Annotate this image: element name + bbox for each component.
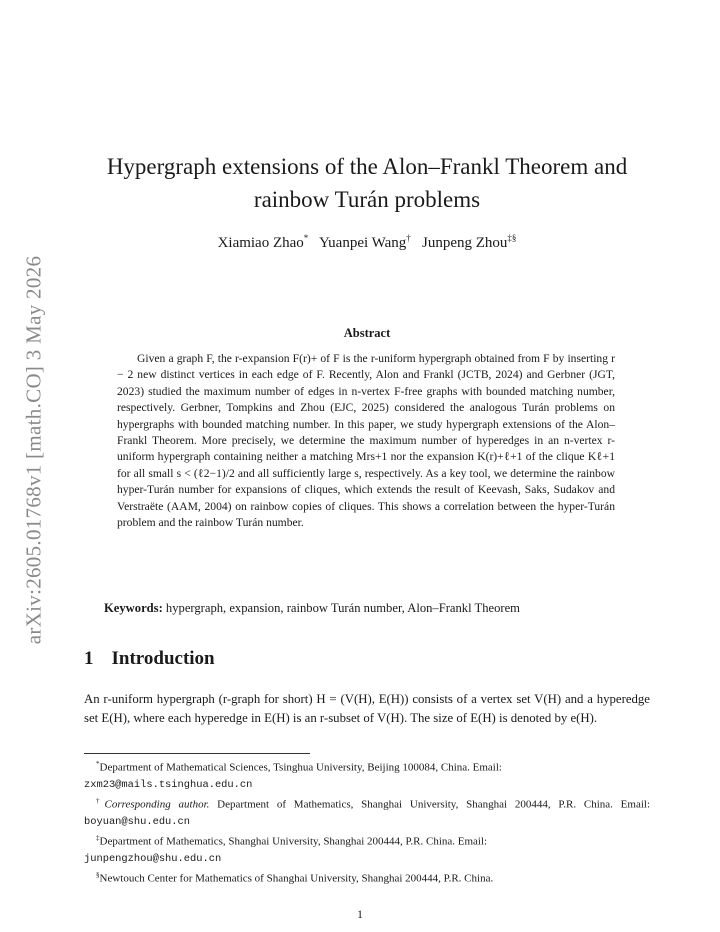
footnote-4 — [84, 867, 650, 887]
author-3: Junpeng Zhou — [422, 235, 508, 251]
author-list — [84, 233, 650, 252]
footnote-3-email[interactable]: junpengzhou@shu.edu.cn — [84, 852, 222, 865]
arxiv-sidebar — [14, 240, 54, 660]
footnote-3-mark: ‡ — [96, 834, 100, 843]
abstract-body: Given a graph F, the r-expansion F(r)+ of F is the r-uniform hypergraph obtained from F by inserting r − 2 new distinct vertices in each edge of F. Recently, Alon and Frankl (JCTB, 2024) and Gerbner (JGT, 2023) studied the maximum number of edges in n-vertex F-free graphs with bounded matching number, respectively. Gerbner, Tompkins and Zhou (EJC, 2025) considered the analogous Turán problems on hypergraphs with bounded matching number. In this paper, we study hypergraph extensions of the Alon–Frankl Theorem. More precisely, we determine the maximum number of hyperedges in an n-vertex r-uniform hypergraph containing neither a matching Mrs+1 nor the expansion K(r)+ℓ+1 of the clique Kℓ+1 for all small s < (ℓ2−1)/2 and all sufficiently large s, respectively. As a key tool, we determine the rainbow hyper-Turán number for expansions of cliques, which extends the result of Keevash, Saks, Sudakov and Verstraëte (AAM, 2004) on rainbow copies of cliques. This shows a correlation between the hyper-Turán problem and the rainbow Turán number. — [117, 352, 615, 530]
section-heading — [84, 648, 215, 670]
footnotes — [84, 756, 650, 887]
section-number: 1 — [84, 648, 94, 669]
section-title: Introduction — [111, 648, 215, 669]
author-2-mark: † — [406, 233, 411, 243]
title-line-2: rainbow Turán problems — [253, 187, 481, 212]
author-1-mark: * — [303, 233, 309, 243]
paper-title — [84, 150, 650, 216]
title-line-1: Hypergraph extensions of the Alon–Frankl Theorem and — [106, 154, 628, 179]
page-number: 1 — [357, 907, 363, 921]
author-2: Yuanpei Wang — [319, 235, 407, 251]
footnote-1-mark: * — [96, 760, 100, 768]
keywords-text: hypergraph, expansion, rainbow Turán number, Alon–Frankl Theorem — [165, 601, 520, 615]
footnote-2 — [84, 793, 650, 830]
footnote-1-email[interactable]: zxm23@mails.tsinghua.edu.cn — [84, 778, 253, 791]
footnote-4-text: Newtouch Center for Mathematics of Shanghai University, Shanghai 200444, P.R. China. — [99, 872, 494, 885]
footnote-4-mark: § — [96, 871, 100, 880]
intro-paragraph: An r-uniform hypergraph (r-graph for short) H = (V(H), E(H)) consists of a vertex set V(H) and a hyperedge set E(H), where each hyperedge in E(H) is an r-subset of V(H). The size of E(H) is denoted by e(H). — [84, 692, 650, 725]
footnote-1 — [84, 756, 650, 793]
keywords-label: Keywords: — [104, 601, 163, 615]
abstract-heading: Abstract — [343, 326, 391, 340]
arxiv-identifier: arXiv:2605.01768v1 [math.CO] 3 May 2026 — [21, 255, 46, 645]
footnote-1-text: Department of Mathematical Sciences, Tsinghua University, Beijing 100084, China. Email: — [99, 761, 502, 774]
footnote-3-text: Department of Mathematics, Shanghai University, Shanghai 200444, P.R. China. Email: — [99, 835, 488, 848]
footnote-rule — [84, 753, 310, 754]
footnote-2-italic: Corresponding author. — [104, 798, 210, 811]
keywords — [104, 601, 644, 616]
footnote-2-email[interactable]: boyuan@shu.edu.cn — [84, 815, 191, 828]
footnote-2-text: Department of Mathematics, Shanghai University, Shanghai 200444, P.R. China. Email: — [217, 798, 651, 811]
footnote-3 — [84, 830, 650, 867]
author-1: Xiamiao Zhao — [217, 235, 304, 251]
author-3-mark: ‡§ — [507, 233, 517, 243]
footnote-2-mark: † — [96, 797, 105, 806]
